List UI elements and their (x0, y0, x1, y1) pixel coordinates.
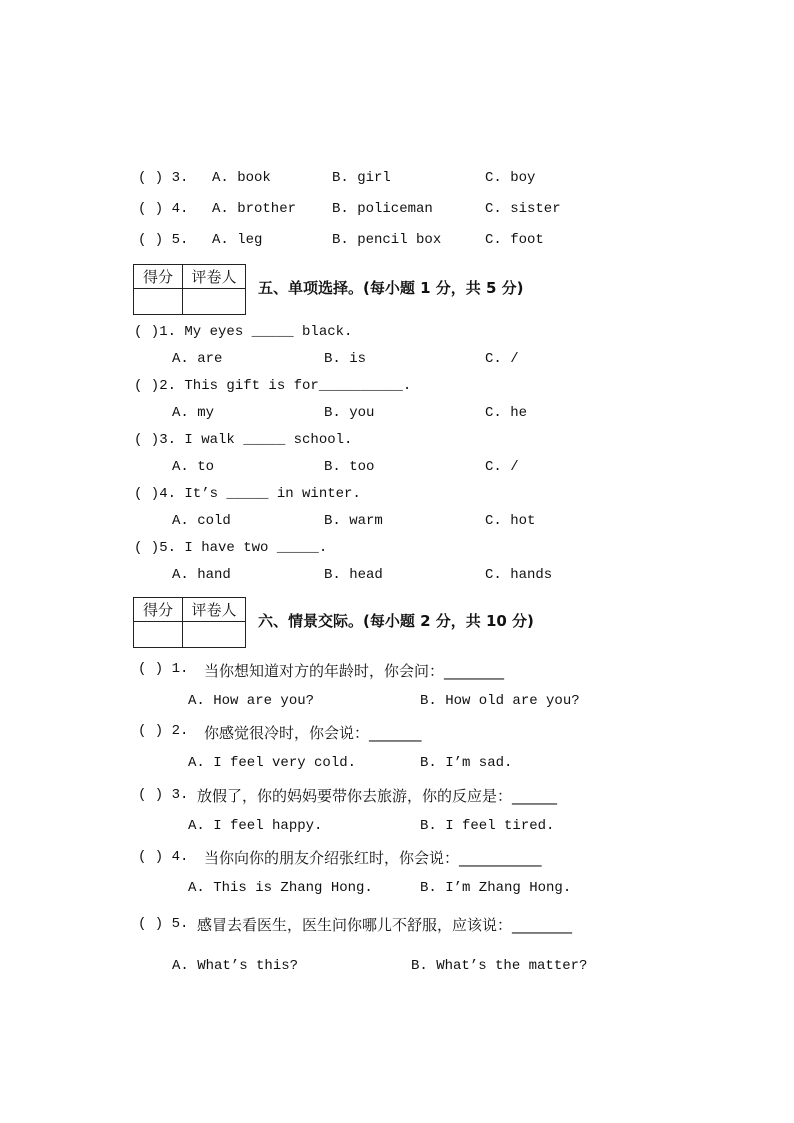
question-text: 感冒去看医生，医生问你哪儿不舒服，应该说：________ (197, 916, 573, 934)
option-a: A. I feel very cold. (188, 755, 357, 771)
option-b: B. you (324, 405, 375, 421)
option-b: B. is (324, 351, 367, 367)
option-a: A. What’s this? (172, 958, 299, 974)
option-c: C. hot (485, 513, 536, 529)
question-number: ( ) 3. (138, 170, 189, 186)
option-b: B. warm (324, 513, 383, 529)
option-b: B. head (324, 567, 383, 583)
option-a: A. are (172, 351, 223, 367)
option-c: C. sister (485, 201, 561, 217)
question-text: 放假了，你的妈妈要带你去旅游，你的反应是：______ (197, 787, 558, 805)
score-header: 得分 (134, 598, 183, 622)
question-number: ( ) 5. (138, 232, 189, 248)
score-cell[interactable] (134, 289, 183, 315)
option-b: B. What’s the matter? (411, 958, 588, 974)
option-c: C. / (485, 459, 519, 475)
option-b: B. too (324, 459, 375, 475)
grader-cell[interactable] (183, 289, 246, 315)
option-c: C. he (485, 405, 528, 421)
option-b: B. I feel tired. (420, 818, 555, 834)
option-a: A. brother (212, 201, 297, 217)
question-number: ( ) 2. (138, 723, 189, 739)
grader-header: 评卷人 (183, 598, 246, 622)
question-number: ( ) 5. (138, 916, 189, 932)
section-title: 五、单项选择。(每小题 1 分，共 5 分) (258, 279, 524, 297)
option-c: C. / (485, 351, 519, 367)
option-b: B. How old are you? (420, 693, 580, 709)
option-a: A. leg (212, 232, 263, 248)
option-a: A. hand (172, 567, 231, 583)
question-text: ( )4. It’s _____ in winter. (134, 486, 361, 502)
option-a: A. my (172, 405, 215, 421)
option-a: A. I feel happy. (188, 818, 323, 834)
score-cell[interactable] (134, 622, 183, 648)
question-text: ( )2. This gift is for__________. (134, 378, 412, 394)
question-number: ( ) 4. (138, 849, 189, 865)
score-header: 得分 (134, 265, 183, 289)
grader-cell[interactable] (183, 622, 246, 648)
option-b: B. I’m sad. (420, 755, 513, 771)
question-text: ( )5. I have two _____. (134, 540, 328, 556)
question-text: ( )1. My eyes _____ black. (134, 324, 353, 340)
question-text: 当你想知道对方的年龄时，你会问：________ (204, 662, 505, 680)
option-a: A. to (172, 459, 215, 475)
grader-header: 评卷人 (183, 265, 246, 289)
option-b: B. policeman (332, 201, 433, 217)
option-a: A. cold (172, 513, 231, 529)
option-c: C. boy (485, 170, 536, 186)
question-text: 你感觉很冷时，你会说：_______ (204, 724, 422, 742)
question-number: ( ) 3. (138, 787, 189, 803)
option-c: C. hands (485, 567, 553, 583)
option-b: B. pencil box (332, 232, 442, 248)
score-box (133, 264, 246, 315)
option-c: C. foot (485, 232, 544, 248)
option-a: A. How are you? (188, 693, 315, 709)
question-number: ( ) 4. (138, 201, 189, 217)
option-b: B. girl (332, 170, 391, 186)
question-text: 当你向你的朋友介绍张红时，你会说：___________ (204, 849, 542, 867)
question-text: ( )3. I walk _____ school. (134, 432, 353, 448)
option-a: A. book (212, 170, 271, 186)
score-box (133, 597, 246, 648)
option-b: B. I’m Zhang Hong. (420, 880, 572, 896)
option-a: A. This is Zhang Hong. (188, 880, 373, 896)
section-title: 六、情景交际。(每小题 2 分，共 10 分) (258, 612, 534, 630)
question-number: ( ) 1. (138, 661, 189, 677)
